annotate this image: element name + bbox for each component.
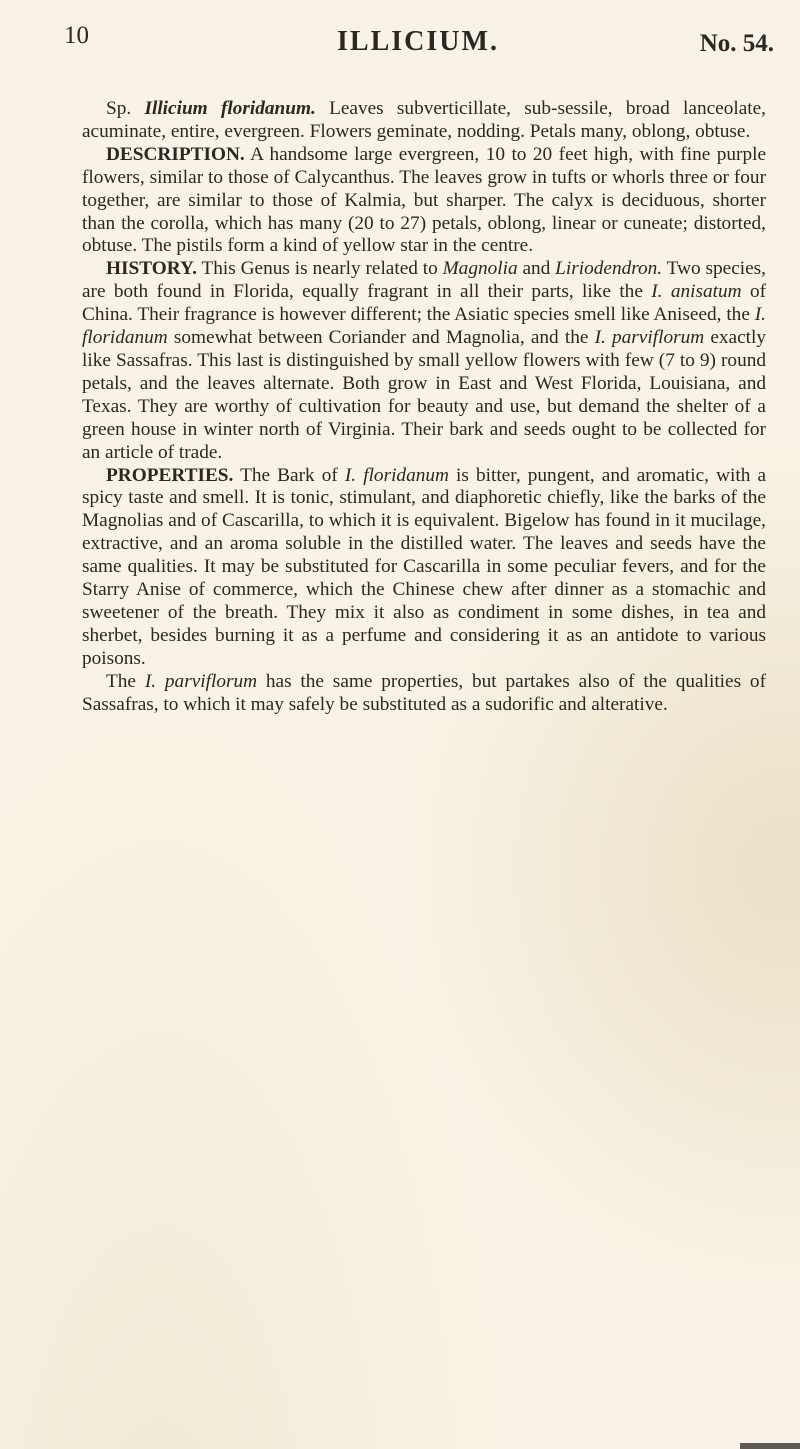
page-number: 10 [64, 22, 89, 49]
properties-italic-1: I. floridanum [344, 464, 449, 486]
history-text-2: and [522, 258, 551, 280]
history-heading: HISTORY. [106, 258, 197, 280]
page-header [62, 22, 774, 62]
history-paragraph [82, 258, 766, 464]
history-italic-4: I. floridanum [82, 304, 766, 349]
parviflorum-italic-1: I. parviflorum [144, 670, 258, 692]
history-italic-5: I. parviflorum [594, 327, 705, 349]
history-italic-2: Liriodendron. [555, 258, 663, 280]
description-paragraph [82, 144, 766, 259]
plate-number: No. 54. [699, 30, 774, 57]
species-name: Illicium floridanum. [144, 98, 316, 119]
properties-text-2: is bitter, pungent, and aromatic, with a spicy taste and smell. It is tonic, stimulant, and diaphoretic chiefly, like the barks of the Magnolias and of Cascarilla, to which it is equivalent. Bigelow has found in it mucilage, extractive, and an aroma soluble in the distilled water. The leaves and seeds have the same qualities. It may be substituted for Cascarilla in some peculiar fevers, and for the Starry Anise of commerce, which the Chinese chew after dinner as a stomachic and sweetener of the breath. They mix it also as condiment in some dishes, in tea and sherbet, besides burning it as a perfume and considering it as an antidote to various poisons. [82, 464, 766, 669]
history-text-1: This Genus is nearly related to [201, 258, 438, 280]
page-edge-mark [740, 1443, 800, 1449]
species-diagnosis: Leaves subverticillate, sub-sessile, broad lanceolate, acuminate, entire, evergreen. Flowers geminate, nodding. Petals many, oblong, obtuse. [82, 98, 767, 142]
species-paragraph [82, 98, 766, 144]
properties-paragraph [82, 465, 766, 671]
parviflorum-text-1: The [106, 670, 136, 692]
parviflorum-paragraph [82, 671, 766, 717]
properties-heading: PROPERTIES. [106, 464, 234, 486]
history-text-3: Two species, are both found in Florida, equally fragrant in all their parts, like the [82, 258, 766, 303]
history-text-4: of China. Their fragrance is however different; the Asiatic species smell like Aniseed, the [82, 281, 767, 326]
running-head: ILLICIUM. [337, 26, 499, 57]
parviflorum-text-2: has the same properties, but partakes also of the qualities of Sassafras, to which it may safely be substituted as a sudorific and alterative. [82, 670, 766, 715]
body-text [82, 98, 766, 716]
history-italic-1: Magnolia [442, 258, 518, 280]
history-text-6: exactly like Sassafras. This last is distinguished by small yellow flowers with few (7 to 9) round petals, and the leaves alternate. Both grow in East and West Florida, Louisiana, and Texas. They are worthy of cultivation for beauty and use, but demand the shelter of a green house in winter north of Virginia. Their bark and seeds ought to be collected for an article of trade. [82, 327, 767, 463]
description-heading: DESCRIPTION. [106, 143, 245, 165]
history-italic-3: I. anisatum [651, 281, 742, 303]
species-label: Sp. [106, 98, 132, 119]
description-text: A handsome large evergreen, 10 to 20 feet high, with fine purple flowers, similar to those of Calycanthus. The leaves grow in tufts or whorls three or four together, are similar to those of Kalmia, but sharper. The calyx is deciduous, shorter than the corolla, which has many (20 to 27) petals, oblong, linear or cuneate; distorted, obtuse. The pistils form a kind of yellow star in the centre. [82, 143, 766, 257]
history-text-5: somewhat between Coriander and Magnolia, and the [173, 327, 589, 349]
properties-text-1: The Bark of [240, 464, 338, 486]
